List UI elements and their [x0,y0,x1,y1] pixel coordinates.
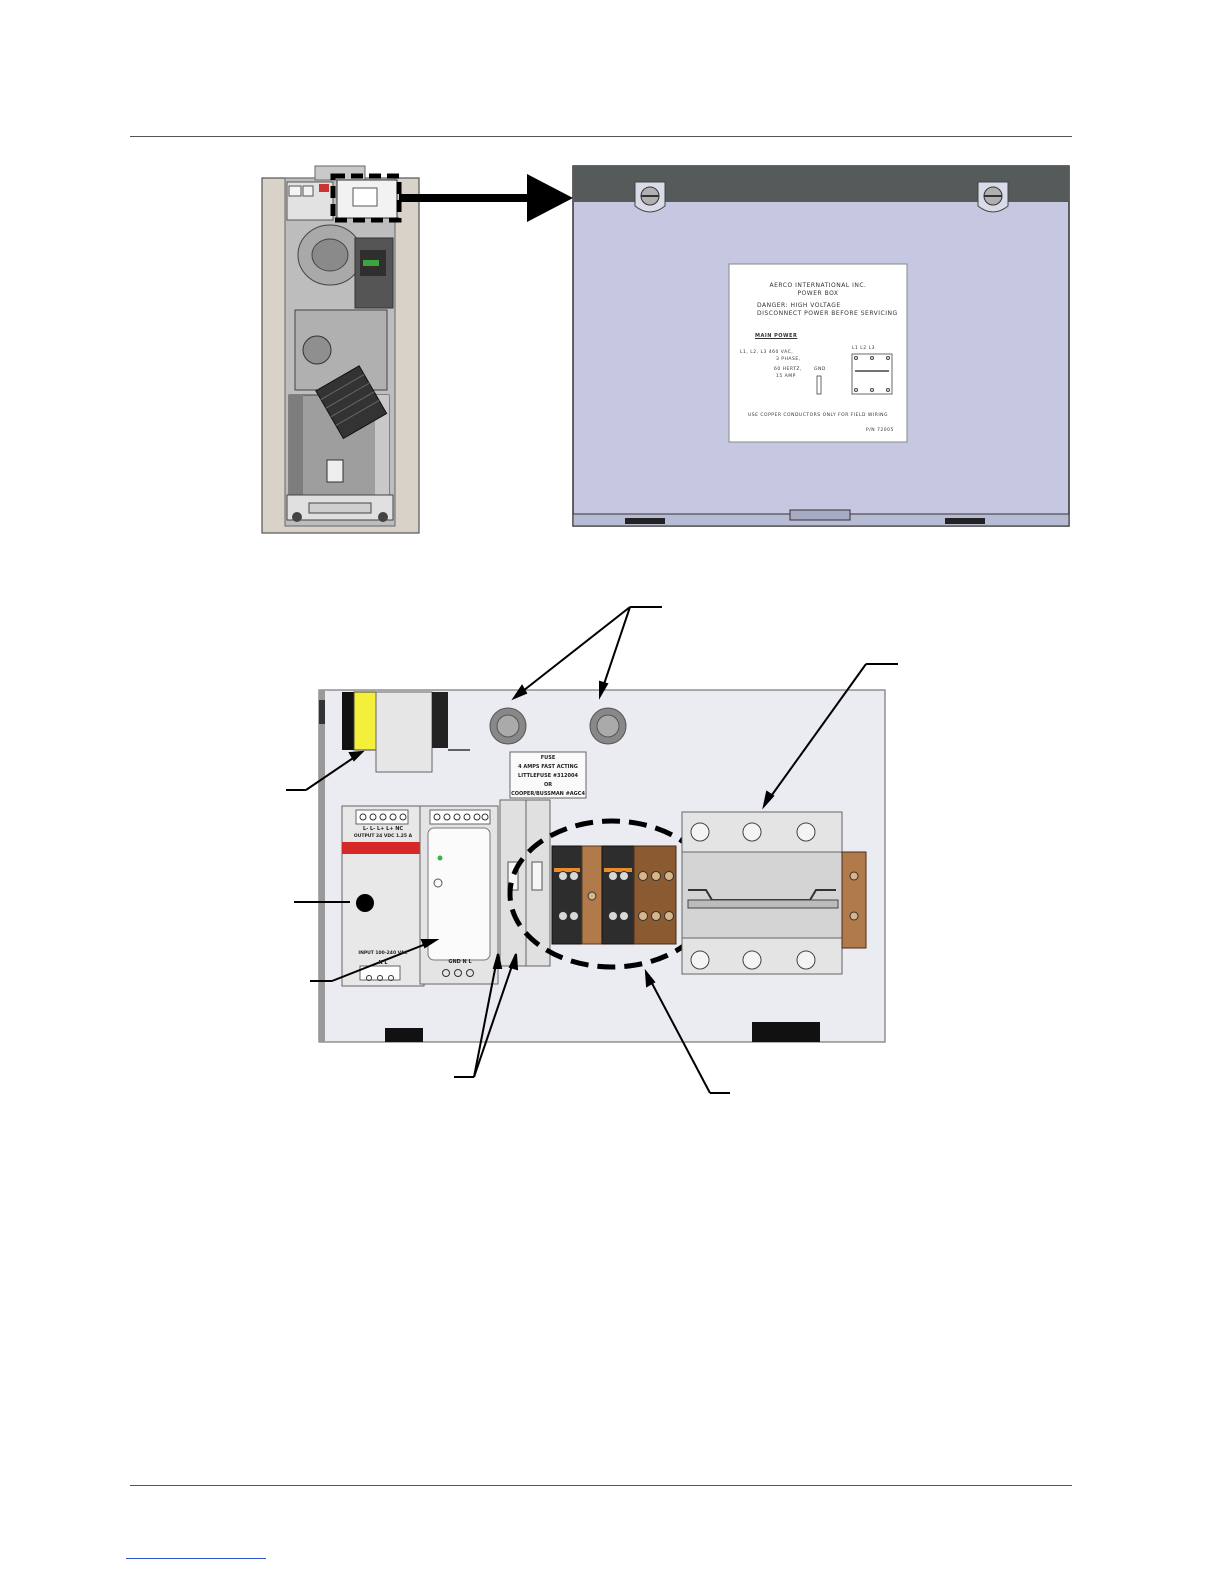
fuse-label-line-5: COOPER/BUSSMAN #AGC4 [511,791,585,797]
fuse-label-line-2: 4 AMPS FAST ACTING [518,764,578,770]
label-spec-1: L1, L2, L3 460 VAC, [740,350,794,355]
label-terminals: L1 L2 L3 [852,346,875,351]
label-section: MAIN POWER [755,333,798,339]
fuse-label-line-3: LITTLEFUSE #312004 [518,773,578,779]
terminal-blocks [552,846,676,944]
label-warning-2: DISCONNECT POWER BEFORE SERVICING [757,310,898,317]
fuse-label-line-1: FUSE [540,755,556,761]
fuse-label-line-4: OR [543,782,553,788]
power-box-interior-figure [270,600,910,1100]
module-terminals: GND N L [448,959,472,965]
main-power-terminal-block [682,812,866,974]
footer-link-underline[interactable] [126,1558,266,1559]
din-module [420,806,498,984]
header-rule [130,136,1072,137]
label-part-no: P/N 72005 [866,428,894,433]
label-warning-1: DANGER: HIGH VOLTAGE [757,302,841,309]
zoom-arrow [399,174,573,222]
label-gnd: GND [814,367,826,372]
psu-input-rating: INPUT 100-240 VAC [358,951,408,956]
psu-output-terminals: L- L- L+ L+ NC [362,826,404,832]
label-spec-4: 15 AMP [776,374,796,379]
psu-input-terminals: N L [378,960,388,966]
label-spec-2: 3 PHASE, [776,357,801,362]
footer-rule [130,1485,1072,1486]
power-box-cover [573,166,1069,526]
boiler-overview-figure [255,160,1075,540]
psu-output-rating: OUTPUT 24 VDC 1.25 A [353,834,413,839]
fuse-holders [500,800,550,966]
label-title: POWER BOX [797,290,839,297]
label-copper-note: USE COPPER CONDUCTORS ONLY FOR FIELD WIRING [747,413,889,418]
label-company: AERCO INTERNATIONAL INC. [769,282,867,289]
boiler-unit [262,166,419,533]
power-supply-24vdc [342,806,424,986]
label-spec-3: 60 HERTZ, [774,367,802,372]
